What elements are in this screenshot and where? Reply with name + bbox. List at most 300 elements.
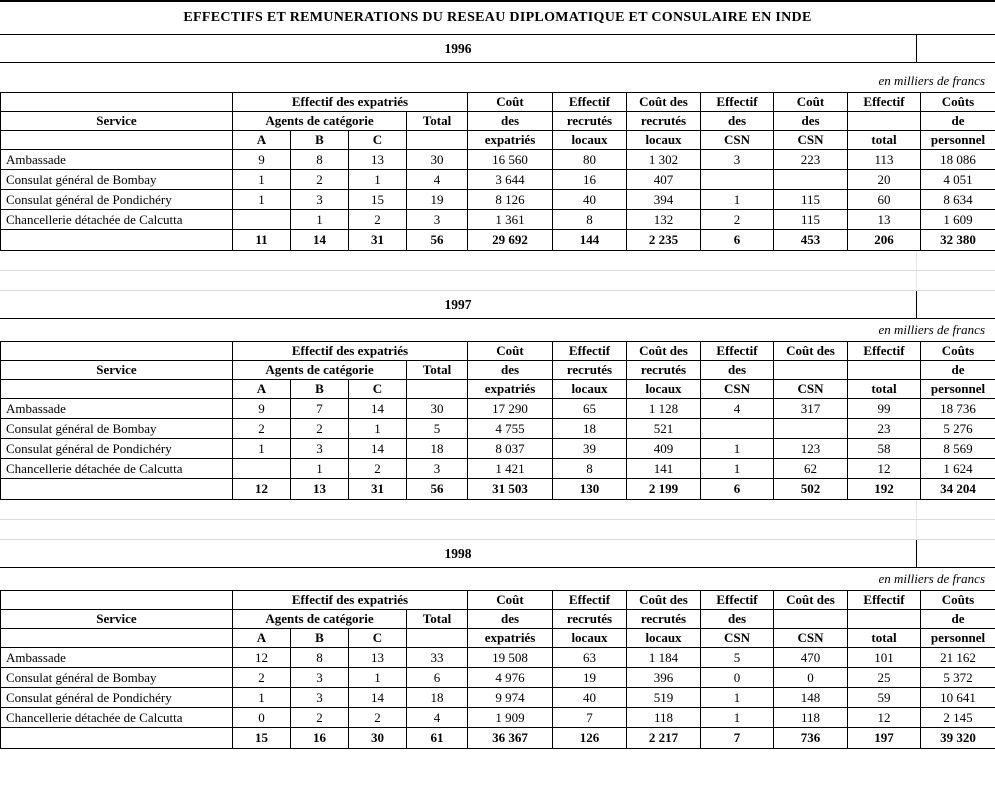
value-cell: 65 xyxy=(553,399,627,419)
total-value-cell: 14 xyxy=(291,230,349,251)
total-value-cell: 39 320 xyxy=(921,728,995,749)
column-header-line3: total xyxy=(848,629,921,648)
value-cell: 62 xyxy=(774,459,848,479)
column-header-line2: recrutés xyxy=(627,112,701,131)
value-cell: 40 xyxy=(553,190,627,210)
header-row-2 xyxy=(1,361,995,380)
value-cell xyxy=(774,419,848,439)
column-header-line1: Effectif xyxy=(848,342,921,361)
total-value-cell: 144 xyxy=(553,230,627,251)
value-cell: 2 xyxy=(349,210,407,230)
spacer-row xyxy=(0,251,995,271)
value-cell: 1 xyxy=(701,708,774,728)
unit-row-1997 xyxy=(0,319,995,341)
service-cell: Consulat général de Pondichéry xyxy=(1,439,233,459)
value-cell: 396 xyxy=(627,668,701,688)
column-header-line1: Coûts xyxy=(921,591,995,610)
category-column-header: C xyxy=(349,380,407,399)
total-value-cell: 453 xyxy=(774,230,848,251)
value-cell: 1 909 xyxy=(468,708,553,728)
column-header-line1: Effectif xyxy=(848,591,921,610)
header-row-3 xyxy=(1,380,995,399)
value-cell: 148 xyxy=(774,688,848,708)
value-cell: 15 xyxy=(349,190,407,210)
column-header-line3: CSN xyxy=(774,629,848,648)
value-cell: 18 736 xyxy=(921,399,995,419)
column-header-line2: des xyxy=(468,361,553,380)
value-cell: 4 051 xyxy=(921,170,995,190)
value-cell: 1 624 xyxy=(921,459,995,479)
column-header-line2: des xyxy=(774,112,848,131)
value-cell: 14 xyxy=(349,399,407,419)
total-column-header: Total xyxy=(407,361,468,380)
column-header-line3: locaux xyxy=(553,380,627,399)
value-cell: 59 xyxy=(848,688,921,708)
total-value-cell: 206 xyxy=(848,230,921,251)
value-cell: 40 xyxy=(553,688,627,708)
value-cell: 3 644 xyxy=(468,170,553,190)
table-body xyxy=(1,648,995,749)
value-cell: 99 xyxy=(848,399,921,419)
value-cell xyxy=(233,459,291,479)
value-cell: 20 xyxy=(848,170,921,190)
total-value-cell: 11 xyxy=(233,230,291,251)
header-row-2 xyxy=(1,112,995,131)
value-cell: 18 xyxy=(407,439,468,459)
column-header-line1: Coût des xyxy=(627,342,701,361)
table-1996 xyxy=(0,92,995,251)
column-header-line1: Effectif xyxy=(553,93,627,112)
value-cell: 519 xyxy=(627,688,701,708)
value-cell: 1 xyxy=(349,419,407,439)
column-header-line3: locaux xyxy=(553,131,627,150)
value-cell: 63 xyxy=(553,648,627,668)
value-cell: 8 634 xyxy=(921,190,995,210)
value-cell: 18 xyxy=(553,419,627,439)
header-row-3 xyxy=(1,629,995,648)
value-cell: 4 755 xyxy=(468,419,553,439)
value-cell: 18 086 xyxy=(921,150,995,170)
value-cell: 521 xyxy=(627,419,701,439)
total-column-header: Total xyxy=(407,610,468,629)
service-header-blank xyxy=(1,93,233,112)
total-value-cell: 61 xyxy=(407,728,468,749)
value-cell: 10 641 xyxy=(921,688,995,708)
total-value-cell: 502 xyxy=(774,479,848,500)
value-cell: 1 421 xyxy=(468,459,553,479)
column-header-line3: personnel xyxy=(921,629,995,648)
column-header-line3: CSN xyxy=(774,131,848,150)
value-cell: 13 xyxy=(349,648,407,668)
value-cell: 101 xyxy=(848,648,921,668)
total-value-cell: 32 380 xyxy=(921,230,995,251)
value-cell: 5 372 xyxy=(921,668,995,688)
value-cell: 17 290 xyxy=(468,399,553,419)
value-cell: 1 xyxy=(349,668,407,688)
value-cell: 123 xyxy=(774,439,848,459)
total-value-cell: 12 xyxy=(233,479,291,500)
value-cell: 1 xyxy=(233,439,291,459)
expatriates-group-header: Effectif des expatriés xyxy=(233,591,468,610)
value-cell: 1 xyxy=(233,688,291,708)
table-row xyxy=(1,170,995,190)
column-header-line3: locaux xyxy=(627,131,701,150)
value-cell: 2 xyxy=(349,708,407,728)
table-body xyxy=(1,399,995,500)
value-cell: 2 xyxy=(291,170,349,190)
value-cell: 19 508 xyxy=(468,648,553,668)
service-cell: Consulat général de Bombay xyxy=(1,170,233,190)
column-header-line2: recrutés xyxy=(553,361,627,380)
column-header-line1: Coût des xyxy=(627,93,701,112)
value-cell: 3 xyxy=(291,439,349,459)
total-value-cell: 6 xyxy=(701,479,774,500)
column-header-line3: expatriés xyxy=(468,380,553,399)
table-header xyxy=(1,93,995,150)
sheet-title-row xyxy=(0,0,995,35)
value-cell xyxy=(233,210,291,230)
total-value-cell: 2 217 xyxy=(627,728,701,749)
column-header-line1: Coûts xyxy=(921,93,995,112)
column-header-line2: des xyxy=(701,361,774,380)
column-header-line2: de xyxy=(921,112,995,131)
category-group-header: Agents de catégorie xyxy=(233,361,407,380)
value-cell: 2 xyxy=(349,459,407,479)
category-column-header: A xyxy=(233,131,291,150)
column-header-line2 xyxy=(848,610,921,629)
value-cell: 3 xyxy=(291,688,349,708)
table-row xyxy=(1,648,995,668)
value-cell: 4 xyxy=(407,170,468,190)
total-value-cell: 2 199 xyxy=(627,479,701,500)
value-cell: 19 xyxy=(553,668,627,688)
year-row-1996 xyxy=(0,35,995,63)
table-row xyxy=(1,668,995,688)
total-column-blank xyxy=(407,131,468,150)
total-value-cell: 29 692 xyxy=(468,230,553,251)
value-cell: 12 xyxy=(848,459,921,479)
table-1997 xyxy=(0,341,995,500)
total-value-cell: 130 xyxy=(553,479,627,500)
table-row xyxy=(1,150,995,170)
value-cell: 2 xyxy=(701,210,774,230)
unit-note: en milliers de francs xyxy=(878,322,985,337)
table-row xyxy=(1,190,995,210)
total-value-cell: 7 xyxy=(701,728,774,749)
value-cell: 470 xyxy=(774,648,848,668)
column-header-line2: recrutés xyxy=(553,112,627,131)
category-column-header: A xyxy=(233,629,291,648)
column-header-line2: recrutés xyxy=(627,361,701,380)
column-header-line3: CSN xyxy=(701,380,774,399)
column-header-line3: locaux xyxy=(553,629,627,648)
service-header-blank xyxy=(1,380,233,399)
expatriates-group-header: Effectif des expatriés xyxy=(233,342,468,361)
value-cell: 0 xyxy=(774,668,848,688)
value-cell: 8 xyxy=(553,459,627,479)
table-1998 xyxy=(0,590,995,749)
column-header-line3: total xyxy=(848,380,921,399)
table-header xyxy=(1,342,995,399)
value-cell: 25 xyxy=(848,668,921,688)
value-cell: 1 xyxy=(701,190,774,210)
column-header-line1: Coût des xyxy=(774,342,848,361)
service-cell: Ambassade xyxy=(1,648,233,668)
total-column-header: Total xyxy=(407,112,468,131)
table-row xyxy=(1,210,995,230)
service-cell xyxy=(1,230,233,251)
value-cell: 7 xyxy=(553,708,627,728)
service-cell: Consulat général de Pondichéry xyxy=(1,688,233,708)
category-column-header: B xyxy=(291,131,349,150)
column-header-line3: total xyxy=(848,131,921,150)
value-cell: 3 xyxy=(407,210,468,230)
header-row-1 xyxy=(1,591,995,610)
value-cell: 1 184 xyxy=(627,648,701,668)
value-cell: 1 xyxy=(701,688,774,708)
value-cell: 3 xyxy=(291,190,349,210)
total-value-cell: 31 xyxy=(349,479,407,500)
value-cell: 1 xyxy=(233,190,291,210)
category-column-header: C xyxy=(349,131,407,150)
total-value-cell: 197 xyxy=(848,728,921,749)
value-cell: 7 xyxy=(291,399,349,419)
service-column-header: Service xyxy=(1,361,233,380)
value-cell: 394 xyxy=(627,190,701,210)
table-row xyxy=(1,419,995,439)
spacer-row xyxy=(0,520,995,540)
service-cell xyxy=(1,479,233,500)
value-cell: 2 xyxy=(233,419,291,439)
expatriates-group-header: Effectif des expatriés xyxy=(233,93,468,112)
value-cell: 3 xyxy=(291,668,349,688)
value-cell: 18 xyxy=(407,688,468,708)
total-value-cell: 36 367 xyxy=(468,728,553,749)
category-group-header: Agents de catégorie xyxy=(233,112,407,131)
total-value-cell: 31 xyxy=(349,230,407,251)
total-value-cell: 34 204 xyxy=(921,479,995,500)
value-cell: 14 xyxy=(349,439,407,459)
value-cell: 1 xyxy=(233,170,291,190)
column-header-line1: Coût xyxy=(468,93,553,112)
total-row xyxy=(1,728,995,749)
value-cell: 5 276 xyxy=(921,419,995,439)
value-cell: 2 xyxy=(291,708,349,728)
column-header-line3: CSN xyxy=(774,380,848,399)
unit-row-1996 xyxy=(0,63,995,92)
value-cell: 23 xyxy=(848,419,921,439)
value-cell: 8 xyxy=(291,150,349,170)
value-cell: 8 xyxy=(553,210,627,230)
value-cell: 317 xyxy=(774,399,848,419)
column-header-line3: personnel xyxy=(921,131,995,150)
value-cell: 21 162 xyxy=(921,648,995,668)
value-cell xyxy=(774,170,848,190)
value-cell: 39 xyxy=(553,439,627,459)
total-value-cell: 2 235 xyxy=(627,230,701,251)
service-cell xyxy=(1,728,233,749)
column-header-line1: Effectif xyxy=(701,93,774,112)
value-cell: 3 xyxy=(701,150,774,170)
value-cell: 3 xyxy=(407,459,468,479)
column-header-line3: expatriés xyxy=(468,629,553,648)
value-cell: 12 xyxy=(848,708,921,728)
column-header-line3: locaux xyxy=(627,380,701,399)
column-header-line1: Coût xyxy=(468,342,553,361)
spacer-row xyxy=(0,500,995,520)
column-header-line3: CSN xyxy=(701,629,774,648)
total-column-blank xyxy=(407,380,468,399)
column-header-line3: CSN xyxy=(701,131,774,150)
value-cell: 5 xyxy=(407,419,468,439)
category-column-header: A xyxy=(233,380,291,399)
service-cell: Consulat général de Bombay xyxy=(1,419,233,439)
spacer-row xyxy=(0,271,995,291)
service-header-blank xyxy=(1,629,233,648)
value-cell: 4 xyxy=(407,708,468,728)
value-cell: 13 xyxy=(848,210,921,230)
table-row xyxy=(1,688,995,708)
value-cell: 1 xyxy=(349,170,407,190)
value-cell: 9 xyxy=(233,399,291,419)
total-value-cell: 15 xyxy=(233,728,291,749)
service-cell: Chancellerie détachée de Calcutta xyxy=(1,210,233,230)
total-value-cell: 6 xyxy=(701,230,774,251)
value-cell: 80 xyxy=(553,150,627,170)
value-cell: 6 xyxy=(407,668,468,688)
total-value-cell: 31 503 xyxy=(468,479,553,500)
header-row-3 xyxy=(1,131,995,150)
value-cell: 12 xyxy=(233,648,291,668)
value-cell: 132 xyxy=(627,210,701,230)
value-cell: 5 xyxy=(701,648,774,668)
value-cell: 1 609 xyxy=(921,210,995,230)
value-cell: 16 xyxy=(553,170,627,190)
value-cell: 58 xyxy=(848,439,921,459)
column-header-line1: Coûts xyxy=(921,342,995,361)
column-header-line1: Effectif xyxy=(701,342,774,361)
value-cell: 118 xyxy=(627,708,701,728)
column-header-line2 xyxy=(774,361,848,380)
header-row-1 xyxy=(1,93,995,112)
column-header-line1: Coût des xyxy=(774,591,848,610)
table-row xyxy=(1,439,995,459)
column-header-line2 xyxy=(848,112,921,131)
value-cell: 30 xyxy=(407,399,468,419)
column-header-line2: recrutés xyxy=(553,610,627,629)
category-column-header: C xyxy=(349,629,407,648)
column-header-line1: Effectif xyxy=(701,591,774,610)
column-header-line2: recrutés xyxy=(627,610,701,629)
value-cell: 113 xyxy=(848,150,921,170)
service-cell: Chancellerie détachée de Calcutta xyxy=(1,708,233,728)
value-cell: 115 xyxy=(774,190,848,210)
year-row-1998 xyxy=(0,540,995,568)
column-header-line2: de xyxy=(921,610,995,629)
value-cell: 1 xyxy=(701,439,774,459)
value-cell: 19 xyxy=(407,190,468,210)
table-row xyxy=(1,708,995,728)
value-cell xyxy=(701,170,774,190)
service-header-blank xyxy=(1,131,233,150)
total-value-cell: 192 xyxy=(848,479,921,500)
column-header-line1: Coût xyxy=(774,93,848,112)
column-header-line1: Effectif xyxy=(553,342,627,361)
table-header xyxy=(1,591,995,648)
total-value-cell: 126 xyxy=(553,728,627,749)
value-cell: 1 361 xyxy=(468,210,553,230)
value-cell: 8 037 xyxy=(468,439,553,459)
value-cell: 30 xyxy=(407,150,468,170)
value-cell: 4 976 xyxy=(468,668,553,688)
year-label-1998: 1998 xyxy=(444,545,472,561)
service-column-header: Service xyxy=(1,610,233,629)
value-cell: 141 xyxy=(627,459,701,479)
total-column-blank xyxy=(407,629,468,648)
column-header-line3: expatriés xyxy=(468,131,553,150)
column-header-line1: Coût des xyxy=(627,591,701,610)
total-value-cell: 16 xyxy=(291,728,349,749)
column-header-line2 xyxy=(774,610,848,629)
page-title: EFFECTIFS ET REMUNERATIONS DU RESEAU DIPLOMATIQUE ET CONSULAIRE EN INDE xyxy=(183,10,812,25)
service-cell: Ambassade xyxy=(1,399,233,419)
value-cell: 14 xyxy=(349,688,407,708)
unit-note: en milliers de francs xyxy=(878,571,985,586)
unit-row-1998 xyxy=(0,568,995,590)
header-row-2 xyxy=(1,610,995,629)
value-cell: 409 xyxy=(627,439,701,459)
value-cell: 8 126 xyxy=(468,190,553,210)
column-header-line2: des xyxy=(468,112,553,131)
value-cell: 223 xyxy=(774,150,848,170)
value-cell: 13 xyxy=(349,150,407,170)
service-column-header: Service xyxy=(1,112,233,131)
value-cell: 0 xyxy=(233,708,291,728)
value-cell: 118 xyxy=(774,708,848,728)
value-cell: 115 xyxy=(774,210,848,230)
total-value-cell: 56 xyxy=(407,230,468,251)
value-cell: 60 xyxy=(848,190,921,210)
category-group-header: Agents de catégorie xyxy=(233,610,407,629)
column-header-line1: Effectif xyxy=(848,93,921,112)
table-body xyxy=(1,150,995,251)
year-row-1997 xyxy=(0,291,995,319)
service-cell: Consulat général de Bombay xyxy=(1,668,233,688)
service-cell: Chancellerie détachée de Calcutta xyxy=(1,459,233,479)
value-cell: 16 560 xyxy=(468,150,553,170)
value-cell: 9 974 xyxy=(468,688,553,708)
column-header-line2: de xyxy=(921,361,995,380)
column-header-line3: locaux xyxy=(627,629,701,648)
total-row xyxy=(1,230,995,251)
table-row xyxy=(1,459,995,479)
total-row xyxy=(1,479,995,500)
value-cell: 33 xyxy=(407,648,468,668)
value-cell: 2 145 xyxy=(921,708,995,728)
value-cell: 1 xyxy=(291,459,349,479)
value-cell xyxy=(701,419,774,439)
value-cell: 0 xyxy=(701,668,774,688)
value-cell: 1 302 xyxy=(627,150,701,170)
year-label-1996: 1996 xyxy=(444,40,472,56)
service-cell: Consulat général de Pondichéry xyxy=(1,190,233,210)
column-header-line3: personnel xyxy=(921,380,995,399)
total-value-cell: 56 xyxy=(407,479,468,500)
value-cell: 9 xyxy=(233,150,291,170)
column-header-line2: des xyxy=(468,610,553,629)
column-header-line2: des xyxy=(701,610,774,629)
service-header-blank xyxy=(1,342,233,361)
